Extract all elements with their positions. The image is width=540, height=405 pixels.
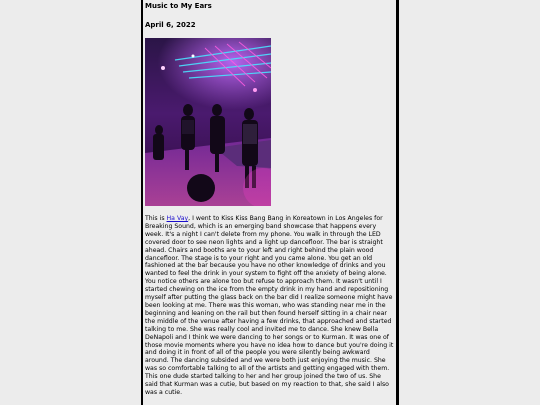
post-date: April 6, 2022	[145, 21, 196, 29]
post-body-intro: This is	[145, 215, 167, 222]
artist-link[interactable]: Ha Vay	[166, 215, 189, 222]
concert-photo	[145, 38, 271, 206]
post-content	[145, 0, 395, 397]
post-body	[145, 215, 395, 397]
frame-edge	[397, 0, 399, 405]
concert-photo-image	[145, 38, 271, 206]
post-title: Music to My Ears	[145, 2, 212, 10]
post-body-main: , I went to Kiss Kiss Bang Bang in Koreatown in Los Angeles for Breaking Sound, which is an emerging band showcase that happens every week. It's a night I can't delete from my phone. You walk in through the LED covered door to see neon lights and a light up dancefloor. The bar is straight ahead. Chairs and booths are to your left and right behind the plain wood dancefloor. The stage is to your right and you came alone. You get an old fashioned at the bar because you have no other knowledge of drinks and you wanted to feel the drink in your system to fight off the anxiety of being alone. You notice others are alone too but refuse to approach them. It wasn't until I started chewing on the ice from the empty drink in my hand and repositioning myself after putting the glass back on the bar did I realize someone might have been looking at me. There was this woman, who was standing near me in the beginning and leaning on the rail but then found herself sitting in a chair near the middle of the venue after having a few drinks, that approached and started talking to me. She was really cool and invited me to dance. She knew Bella DeNapoli and I think we were dancing to her songs or to Kurman. It was one of those movie moments where you have no idea how to dance but you're doing it and doing it in front of all of the people you were silently being awkward around. The dancing subsided and we were both just enjoying the music. She was so comfortable talking to all of the artists and getting engaged with them. This one dude started talking to her and her group joined the two of us. She said that Kurman was a cutie, but based on my reaction to that, she said I also was a cutie.	[145, 215, 394, 396]
post-frame	[141, 0, 398, 405]
